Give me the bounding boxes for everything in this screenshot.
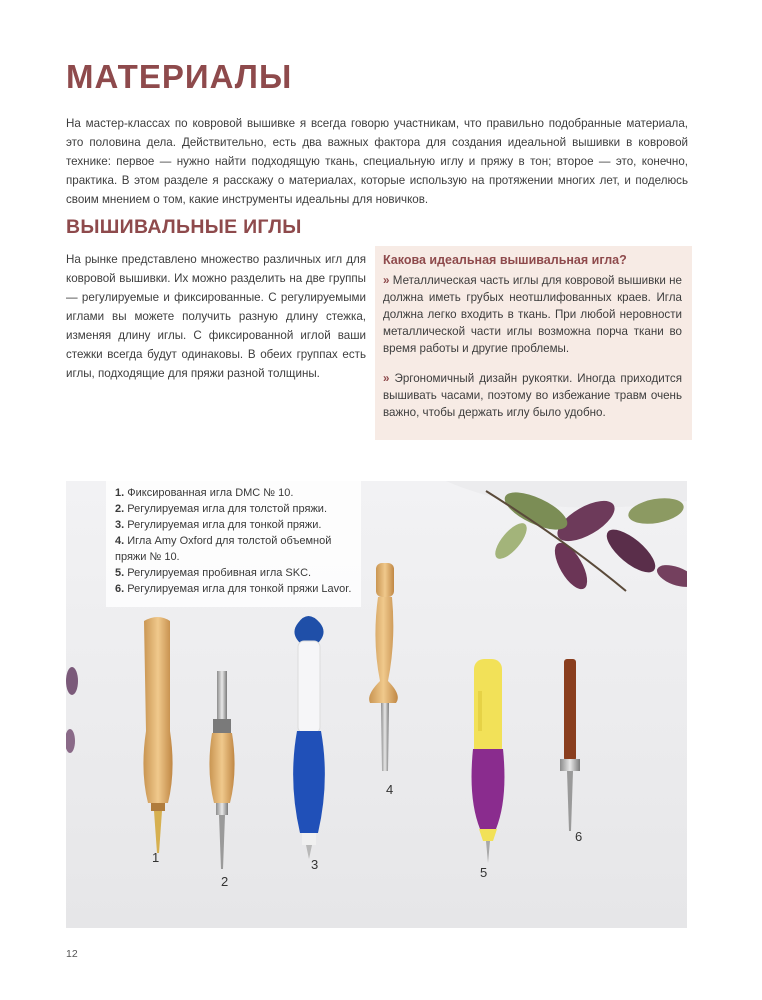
info-sidebar bbox=[375, 246, 692, 440]
label-3: 3 bbox=[311, 857, 319, 872]
label-2: 2 bbox=[221, 874, 229, 889]
legend-item: 1. Фиксированная игла DMC № 10. bbox=[115, 487, 294, 499]
legend-item: 2. Регулируемая игла для толстой пряжи. bbox=[115, 503, 328, 515]
legend-item: 6. Регулируемая игла для тонкой пряжи Lavor. bbox=[115, 583, 352, 595]
intro-paragraph: На мастер-классах по ковровой вышивке я всегда говорю участникам, что правильно подобранные материала, это половина дела. Действительно, есть два важных фактора для создания идеальной вышивки в ковровой технике: первое — нужно найти подходящую ткань, специальную иглу и пряжу в тон; второе — это, конечно, практика. В этом разделе я расскажу о материалах, которые использую на протяжении многих лет, и поделюсь своим мнением о том, какие инструменты идеальны для новичков. bbox=[66, 117, 688, 206]
section-title: ВЫШИВАЛЬНЫЕ ИГЛЫ bbox=[66, 216, 302, 238]
needle-3 bbox=[293, 616, 325, 859]
label-5: 5 bbox=[480, 865, 488, 880]
sidebar-item bbox=[383, 272, 682, 357]
sidebar-item-text: Эргономичный дизайн рукоятки. Иногда приходится вышивать часами, поэтому во избежание травм очень важно, чтобы держать иглу было удобно. bbox=[383, 372, 682, 419]
bullet-icon: » bbox=[383, 372, 390, 385]
sidebar-item-text: Металлическая часть иглы для ковровой вышивки не должна иметь грубых неотшлифованных краев. Игла должна легко входить в ткань. При любой неровности металлической части иглы возможна порча ткани во время работы и другие проблемы. bbox=[383, 274, 682, 355]
legend-item: 4. Игла Amy Oxford для толстой объемной пряжи № 10. bbox=[115, 535, 332, 563]
section-paragraph: На рынке представлено множество различных игл для ковровой вышивки. Их можно разделить на две группы — регулируемые и фиксированные. С регулируемыми иглами вы можете получить разную длину стежка, изменяя длину иглы. С фиксированной иглой ваши стежки всегда будут одинаковы. В обеих группах есть иглы, подходящие для пряжи разной толщины. bbox=[66, 253, 366, 380]
legend-item: 5. Регулируемая пробивная игла SKC. bbox=[115, 567, 312, 579]
sidebar-item bbox=[383, 370, 682, 421]
sidebar-title: Какова идеальная вышивальная игла? bbox=[383, 253, 627, 267]
label-4: 4 bbox=[386, 782, 394, 797]
page-number: 12 bbox=[66, 948, 78, 960]
label-1: 1 bbox=[152, 850, 160, 865]
bullet-icon: » bbox=[383, 274, 390, 287]
page-title: МАТЕРИАЛЫ bbox=[66, 58, 293, 95]
label-6: 6 bbox=[575, 829, 583, 844]
photo-legend bbox=[106, 481, 361, 607]
legend-item: 3. Регулируемая игла для тонкой пряжи. bbox=[115, 519, 322, 531]
